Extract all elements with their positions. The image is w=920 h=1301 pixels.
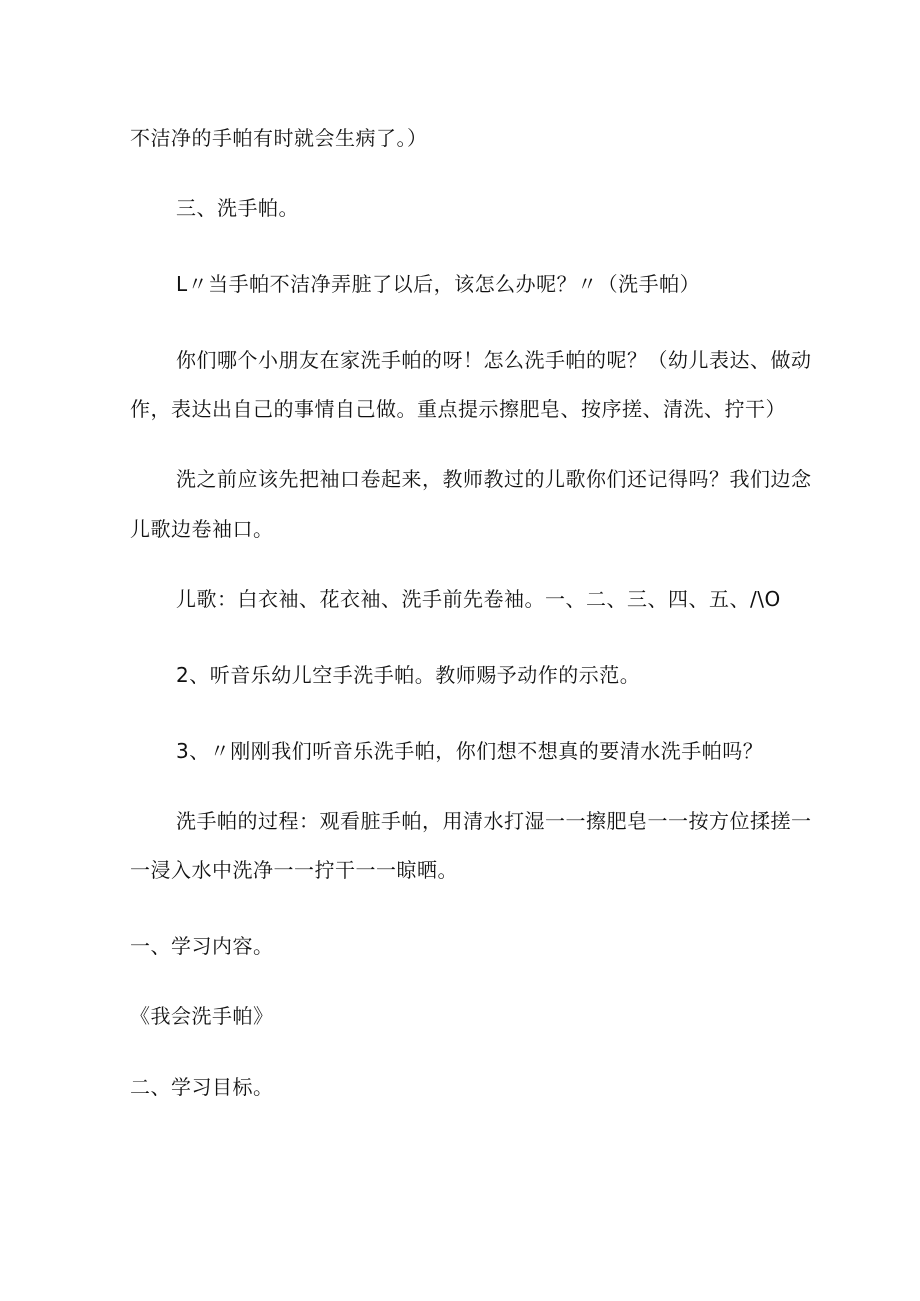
lesson-title: 《我会洗手帕》 — [130, 1004, 274, 1028]
text-line-11: 洗手帕的过程：观看脏手帕，用清水打湿一一擦肥皂一一按方位揉搓一 — [176, 809, 812, 833]
section-heading-wash-handkerchief: 三、洗手帕。 — [176, 196, 299, 220]
text-line-10: 3、〃刚刚我们听音乐洗手帕，你们想不想真的要清水洗手帕吗？ — [176, 739, 764, 763]
text-line-4: 你们哪个小朋友在家洗手帕的呀！怎么洗手帕的呢？（幼儿表达、做动 — [176, 348, 812, 372]
text-line-1: 不洁净的手帕有时就会生病了。） — [130, 126, 428, 150]
text-line-6: 洗之前应该先把袖口卷起来，教师教过的儿歌你们还记得吗？我们边念 — [176, 467, 812, 491]
section-heading-learning-goals: 二、学习目标。 — [130, 1075, 274, 1099]
text-line-9: 2、听音乐幼儿空手洗手帕。教师赐予动作的示范。 — [176, 663, 641, 687]
nursery-rhyme-line: 儿歌：白衣袖、花衣袖、洗手前先卷袖。一、二、三、四、五、/\O — [176, 587, 781, 611]
section-heading-learning-content: 一、学习内容。 — [130, 934, 274, 958]
text-line-7: 儿歌边卷袖口。 — [130, 517, 274, 541]
text-line-5: 作，表达出自己的事情自己做。重点提示擦肥皂、按序搓、清洗、拧干） — [130, 397, 786, 421]
text-line-12: 一浸入水中洗净一一拧干一一晾晒。 — [130, 858, 458, 882]
text-line-3: L〃当手帕不洁净弄脏了以后，该怎么办呢？〃（洗手帕） — [176, 272, 701, 296]
